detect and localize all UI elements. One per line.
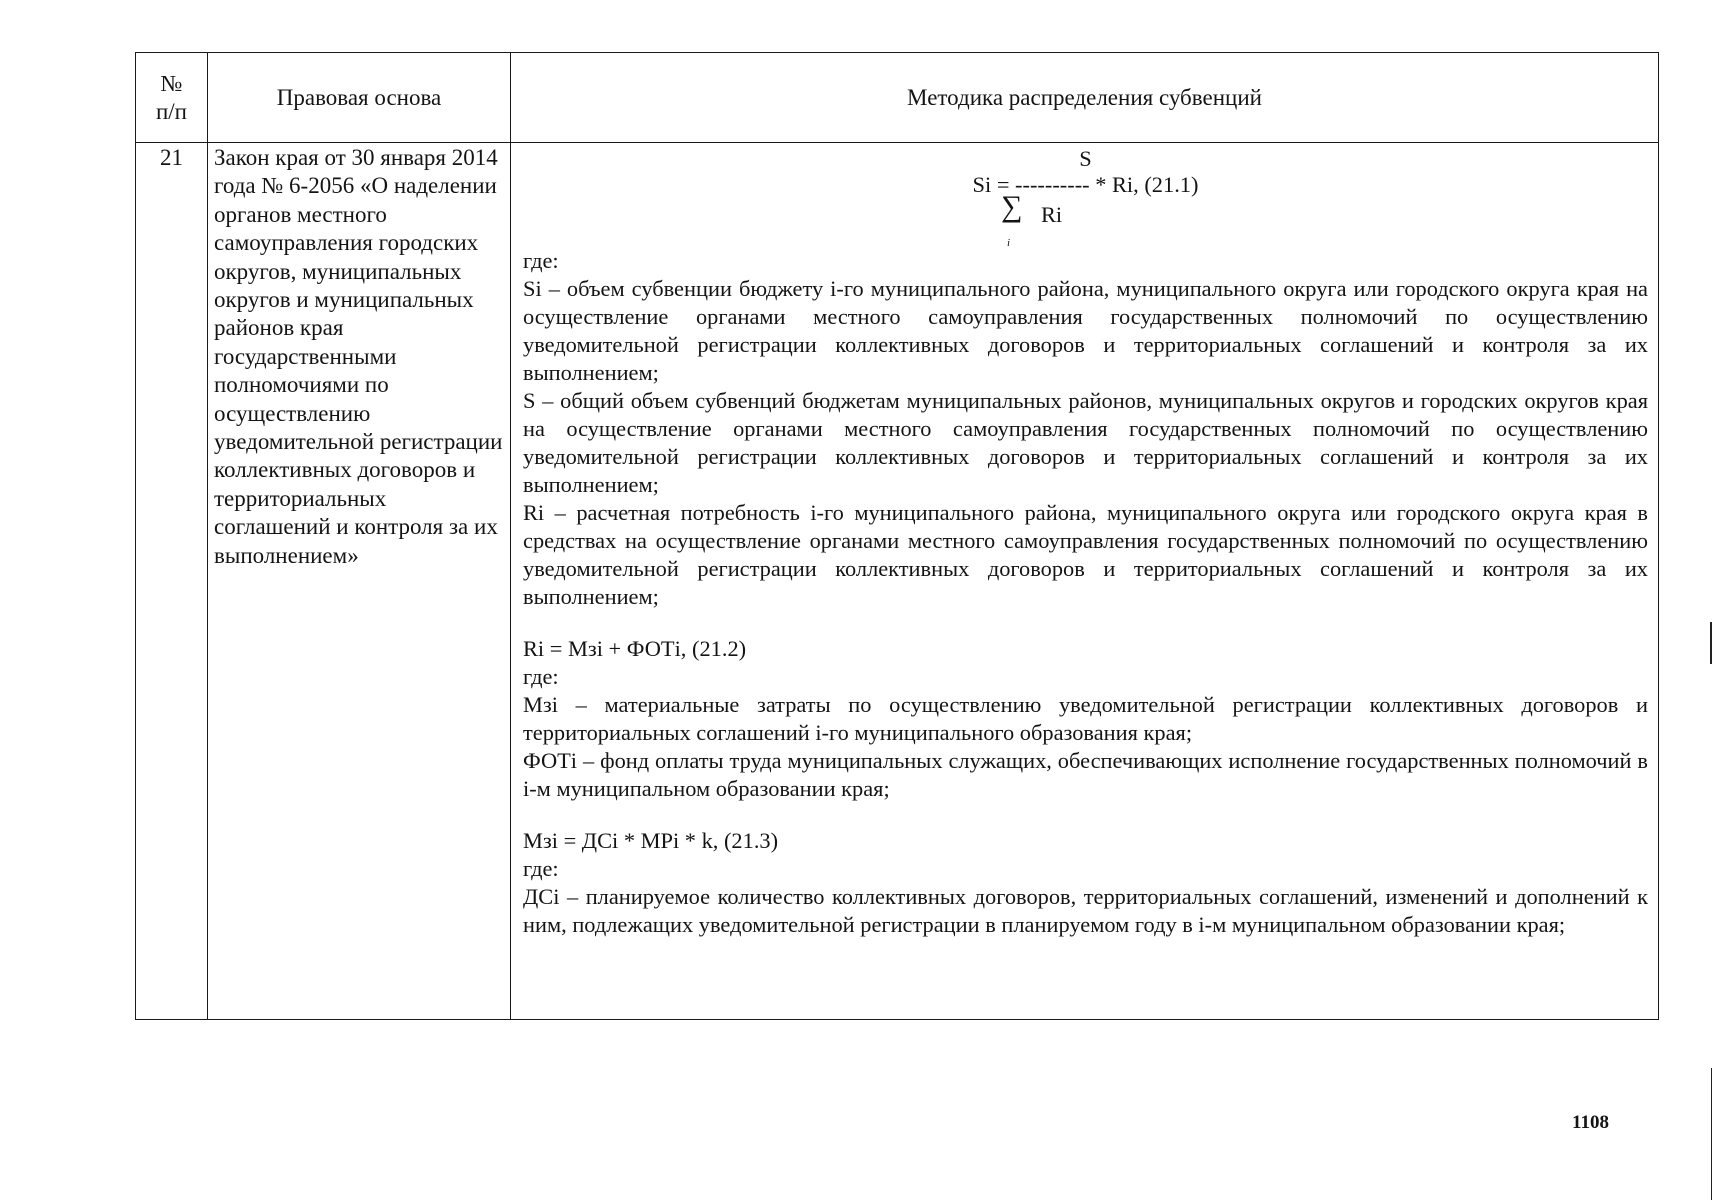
subvention-table	[135, 52, 1659, 1020]
formula-21-3: Мзi = ДСi * МРi * k, (21.3)	[523, 828, 779, 853]
header-legal-basis: Правовая основа	[208, 53, 511, 143]
scan-margin-line	[1711, 1068, 1712, 1200]
where-label-2: где:	[523, 664, 559, 689]
definition-si: Si – объем субвенции бюджету i-го муниципального района, муниципального округа или городского округа края на осуществление органами местного самоуправления государственных полномочий по осуществлению уведомительной регистрации коллективных договоров и территориальных соглашений и контроля за их выполнением;	[523, 276, 1648, 385]
formula-denominator: Ri	[1041, 202, 1063, 227]
header-number	[136, 53, 208, 143]
definition-ri: Ri – расчетная потребность i-го муниципального района, муниципального округа или городского округа края в средствах на осуществление органами местного самоуправления государственных полномочий по осуществлению уведомительной регистрации коллективных договоров и территориальных соглашений и контроля за их выполнением;	[523, 500, 1648, 609]
sum-sign-icon: ∑	[1001, 190, 1023, 223]
header-number-abbr: п/п	[155, 98, 187, 124]
formula-numerator: S	[1079, 146, 1092, 171]
formula-21-1	[523, 145, 1648, 247]
definition-foti: ФОТi – фонд оплаты труда муниципальных служащих, обеспечивающих исполнение государственных полномочий в i-м муниципальном образовании края;	[523, 748, 1648, 801]
definition-mzi: Мзi – материальные затраты по осуществлению уведомительной регистрации коллективных договоров и территориальных соглашений i-го муниципального образования края;	[523, 692, 1648, 745]
row-method-cell	[511, 143, 1659, 1020]
header-method: Методика распределения субвенций	[511, 53, 1659, 143]
where-label-1: где:	[523, 248, 559, 273]
row-legal-text: Закон края от 30 января 2014 года № 6-2056 «О наделении органов местного самоуправления городских округов, муниципальных округов и муниципальных районов края государственными полномочиями по осуществлению уведомительной регистрации коллективных договоров и территориальных соглашений и контроля за их выполнением»	[208, 143, 511, 1020]
definition-dsi: ДСi – планируемое количество коллективных договоров, территориальных соглашений, изменений и дополнений к ним, подлежащих уведомительной регистрации в планируемом году в i-м муниципальном образовании края;	[523, 884, 1648, 937]
table-header-row	[136, 53, 1659, 143]
header-number-sign: №	[160, 70, 183, 96]
formula-21-2: Ri = Мзi + ФОТi, (21.2)	[523, 636, 747, 661]
scan-margin-mark	[1710, 622, 1712, 664]
where-label-3: где:	[523, 856, 559, 881]
page-number: 1108	[1572, 1112, 1609, 1133]
table-row	[136, 143, 1659, 1020]
row-number: 21	[136, 143, 208, 1020]
formula-main-line: Si = ---------- * Ri, (21.1)	[972, 172, 1199, 197]
formula-sum-index: i	[1007, 237, 1011, 249]
definition-s: S – общий объем субвенций бюджетам муниципальных районов, муниципальных округов и городских округов края на осуществление органами местного самоуправления государственных полномочий по осуществлению уведомительной регистрации коллективных договоров и территориальных соглашений и контроля за их выполнением;	[523, 388, 1648, 497]
